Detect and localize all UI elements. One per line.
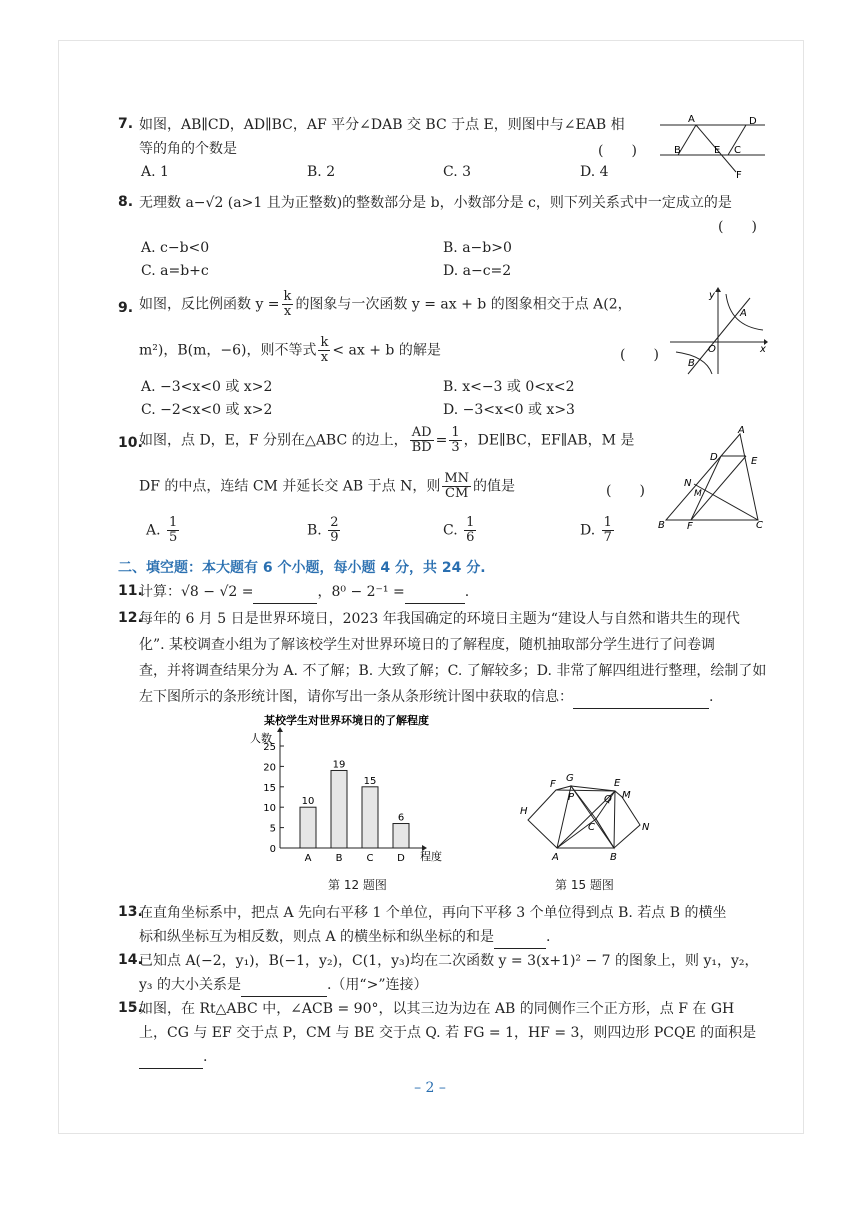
q9-frac2-num: k: [320, 335, 329, 350]
q9-frac2-den: x: [320, 350, 329, 365]
chart-y-tick-label: 10: [263, 803, 276, 815]
q7-line2: 等的角的个数是: [139, 141, 237, 157]
q10-line2-pre: DF 的中点，连结 CM 并延长交 AB 于点 N，则: [139, 478, 441, 495]
q10-option-c-num: 1: [466, 515, 475, 530]
q15-blank[interactable]: [139, 1046, 203, 1069]
q9-line2: [139, 336, 441, 365]
fig15-label-c: C: [588, 822, 595, 833]
q10-option-a-den: 5: [169, 530, 178, 545]
q10-option-c: [443, 516, 478, 545]
fig15-label-h: H: [520, 806, 528, 817]
chart-bar: [331, 770, 347, 848]
fig15-label-n: N: [642, 822, 650, 833]
q10-option-c-den: 6: [466, 530, 475, 545]
chart-y-axis-label: 人数: [250, 732, 272, 745]
q10-label-b: B: [658, 520, 665, 531]
q10-line2-post: 的值是: [473, 478, 516, 495]
q9-label-x: x: [760, 344, 766, 355]
q10-eq: =: [435, 432, 448, 449]
chart-data-label: 10: [301, 796, 315, 808]
chart-data-label: 6: [397, 812, 405, 824]
q9-label-a: A: [740, 308, 747, 319]
q10-line1: [139, 426, 634, 455]
chart-y-tick-label: 15: [263, 782, 276, 794]
chart-y-tick-label: 20: [263, 762, 276, 774]
q10-line2: [139, 472, 515, 501]
q7-option-d: D. 4: [580, 164, 609, 180]
chart-y-arrow: [277, 727, 283, 732]
q8-line1: 无理数 a−√2 (a>1 且为正整数)的整数部分是 b，小数部分是 c，则下列关系式中一定成立的是: [139, 195, 732, 211]
q9-label-y: y: [709, 290, 715, 301]
q7-label-d: D: [749, 116, 757, 127]
q8-answer-paren: ( ): [718, 219, 757, 235]
chart-data-label: 19: [332, 759, 346, 771]
q12-line1: 每年的 6 月 5 日是世界环境日，2023 年我国确定的环境日主题为“建设人与自然和谐共生的现代: [139, 611, 740, 627]
q9-figure: [668, 286, 768, 376]
section-fill-in-header: 二、填空题：本大题有 6 个小题，每小题 4 分，共 24 分.: [118, 560, 486, 576]
q10-fraction-1-3: [449, 426, 461, 455]
q12-figure-caption: 第 12 题图: [328, 878, 387, 892]
q9-line2-pre: m²)，B(m，−6)，则不等式: [139, 342, 317, 359]
q14-line1: 已知点 A(−2，y₁)，B(−1，y₂)，C(1，y₃)均在二次函数 y = 3(x+1)² − 7 的图象上，则 y₁，y₂，: [139, 953, 759, 969]
q7-line1: 如图，AB∥CD，AD∥BC，AF 平分∠DAB 交 BC 于点 E，则图中与∠EAB 相: [139, 117, 625, 133]
q10-figure: [654, 424, 774, 534]
chart-bar: [362, 787, 378, 848]
q15-end: .: [203, 1049, 208, 1065]
q10-f2-num: 1: [451, 425, 460, 440]
q15-line2: 上，CG 与 EF 交于点 P，CM 与 BE 交于点 Q. 若 FG = 1，HF = 3，则四边形 PCQE 的面积是: [139, 1025, 757, 1041]
q9-pre: 如图，反比例函数 y =: [139, 296, 280, 313]
q14-blank[interactable]: [241, 974, 327, 997]
q10-label-d: D: [710, 452, 718, 463]
q8-option-b: B. a−b>0: [443, 240, 512, 256]
q9-label-b: B: [688, 358, 695, 369]
q12-line4: [139, 686, 713, 709]
q7-option-a: A. 1: [141, 164, 169, 180]
q10-fraction-ad-bd: [410, 426, 434, 455]
chart-category-label: C: [366, 853, 374, 864]
q13-blank[interactable]: [494, 926, 546, 949]
q11-number: 11.: [118, 583, 143, 599]
fig15-label-q: Q: [604, 794, 612, 805]
q7-number: 7.: [118, 116, 134, 132]
page-number: – 2 –: [414, 1080, 446, 1096]
q12-line2: 化”. 某校调查小组为了解该校学生对世界环境日的了解程度，随机抽取部分学生进行了问卷调: [139, 637, 716, 653]
q15-figure-caption: 第 15 题图: [555, 878, 614, 892]
q11-blank-1[interactable]: [253, 581, 317, 604]
q7-option-c: C. 3: [443, 164, 472, 180]
chart-bar: [300, 807, 316, 848]
q7-answer-paren: ( ): [598, 143, 637, 159]
q10-post: ，DE∥BC，EF∥AB，M 是: [463, 432, 635, 449]
q10-label-m: M: [694, 489, 702, 499]
q10-option-d-frac: [602, 516, 614, 545]
q8-option-a: A. c−b<0: [141, 240, 210, 256]
fig15-label-f: F: [550, 779, 556, 790]
chart-category-label: B: [335, 853, 343, 864]
fig15-label-a: A: [552, 852, 559, 863]
q12-line4-text: 左下图所示的条形统计图，请你写出一条从条形统计图中获取的信息：: [139, 689, 573, 705]
q10-f2-den: 3: [451, 440, 460, 455]
q12-line3: 查，并将调查结果分为 A. 不了解；B. 大致了解；C. 了解较多；D. 非常了解四组进行整理，绘制了如: [139, 663, 767, 679]
q10-label-f: F: [687, 521, 693, 532]
q11-pre: 计算：√8 − √2 =: [139, 584, 254, 600]
q10-label-c: C: [756, 520, 763, 531]
q9-option-a: A. −3<x<0 或 x>2: [141, 379, 273, 395]
fig15-label-m: M: [622, 790, 631, 801]
q14-line2-pre: y₃ 的大小关系是: [139, 977, 241, 993]
q9-label-o: O: [708, 344, 716, 355]
q9-option-b: B. x<−3 或 0<x<2: [443, 379, 575, 395]
q10-option-d: [580, 516, 616, 545]
q10-option-b-frac: [328, 516, 340, 545]
chart-title: 某校学生对世界环境日的了解程度: [264, 714, 429, 727]
q7-option-b: B. 2: [307, 164, 336, 180]
chart-x-axis-label: 程度: [420, 850, 442, 863]
q12-bar-chart: [238, 708, 468, 876]
q10-label-n: N: [684, 478, 692, 489]
q10-f3-num: MN: [444, 471, 470, 486]
q7-label-e: E: [714, 145, 721, 156]
q15-line1: 如图，在 Rt△ABC 中，∠ACB = 90°，以其三边为边在 AB 的同侧作三个正方形，点 F 在 GH: [139, 1001, 735, 1017]
chart-data-label: 15: [363, 775, 377, 787]
q13-line1: 在直角坐标系中，把点 A 先向右平移 1 个单位，再向下平移 3 个单位得到点 B. 若点 B 的横坐: [139, 905, 727, 921]
q9-option-d: D. −3<x<0 或 x>3: [443, 402, 575, 418]
q9-post: 的图象与一次函数 y = ax + b 的图象相交于点 A(2，: [295, 296, 632, 313]
q11-end: .: [464, 584, 470, 600]
fig15-label-b: B: [610, 852, 617, 863]
chart-bar: [393, 824, 409, 848]
q10-label-e: E: [751, 456, 758, 467]
q10-f3-den: CM: [445, 486, 469, 501]
q10-answer-paren: ( ): [606, 483, 645, 499]
q9-frac-num: k: [283, 289, 292, 304]
q13-end: .: [546, 929, 551, 945]
q8-option-d: D. a−c=2: [443, 263, 512, 279]
q10-label-a: A: [738, 425, 745, 436]
q10-f1-den: BD: [411, 440, 432, 455]
q10-f1-num: AD: [410, 426, 434, 441]
q13-number: 13.: [118, 904, 143, 920]
q14-line2: [139, 974, 427, 997]
q10-option-b-letter: B.: [307, 522, 322, 539]
chart-category-label: D: [397, 853, 405, 864]
q9-option-c: C. −2<x<0 或 x>2: [141, 402, 273, 418]
q10-option-a-letter: A.: [146, 522, 161, 539]
chart-y-tick-label: 5: [269, 823, 276, 835]
chart-y-tick-label: 25: [263, 742, 276, 753]
q10-fraction-mn-cm: [442, 472, 471, 501]
q10-option-d-num: 1: [603, 515, 612, 530]
q12-blank[interactable]: [573, 686, 709, 709]
q10-option-a-frac: [167, 516, 179, 545]
q9-frac-den: x: [283, 304, 292, 319]
q12-end: .: [709, 689, 714, 705]
q10-option-a-num: 1: [169, 515, 178, 530]
q10-option-c-letter: C.: [443, 522, 458, 539]
q8-number: 8.: [118, 194, 134, 210]
q10-option-c-frac: [464, 516, 476, 545]
chart-y-tick-label: 0: [269, 844, 276, 855]
q12-number: 12.: [118, 610, 143, 626]
q7-label-a: A: [688, 114, 695, 125]
q14-number: 14.: [118, 952, 143, 968]
q9-number: 9.: [118, 300, 134, 316]
q10-pre: 如图，点 D，E，F 分别在△ABC 的边上，: [139, 432, 408, 449]
q10-option-d-den: 7: [603, 530, 612, 545]
q9-fraction-2: [318, 336, 330, 365]
q10-option-b: [307, 516, 342, 545]
fig15-label-g: G: [566, 773, 574, 784]
q8-option-c: C. a=b+c: [141, 263, 209, 279]
q11-mid: ，8⁰ − 2⁻¹ =: [317, 584, 405, 600]
fig15-label-p: P: [568, 792, 575, 803]
q10-option-d-letter: D.: [580, 522, 596, 539]
q11-line: [139, 581, 469, 604]
q11-blank-2[interactable]: [405, 581, 465, 604]
q7-figure: [660, 112, 770, 182]
q10-option-a: [146, 516, 181, 545]
q7-label-f: F: [736, 170, 742, 181]
q9-line2-post: < ax + b 的解是: [332, 342, 441, 359]
q15-figure: [516, 772, 656, 864]
q14-line2-post: .（用“>”连接）: [326, 977, 428, 993]
q7-label-c: C: [734, 145, 741, 156]
q15-number: 15.: [118, 1000, 143, 1016]
q13-line2-text: 标和纵坐标互为相反数，则点 A 的横坐标和纵坐标的和是: [139, 929, 495, 945]
q7-label-b: B: [674, 145, 681, 156]
q10-number: 10.: [118, 435, 143, 451]
q10-option-b-num: 2: [330, 515, 339, 530]
q9-line1: [139, 290, 632, 319]
chart-category-label: A: [304, 853, 312, 864]
q15-line3: [139, 1046, 207, 1069]
q13-line2: [139, 926, 550, 949]
q9-answer-paren: ( ): [620, 347, 659, 363]
fig15-label-e: E: [614, 778, 621, 789]
q10-option-b-den: 9: [330, 530, 339, 545]
q9-fraction: [282, 290, 294, 319]
